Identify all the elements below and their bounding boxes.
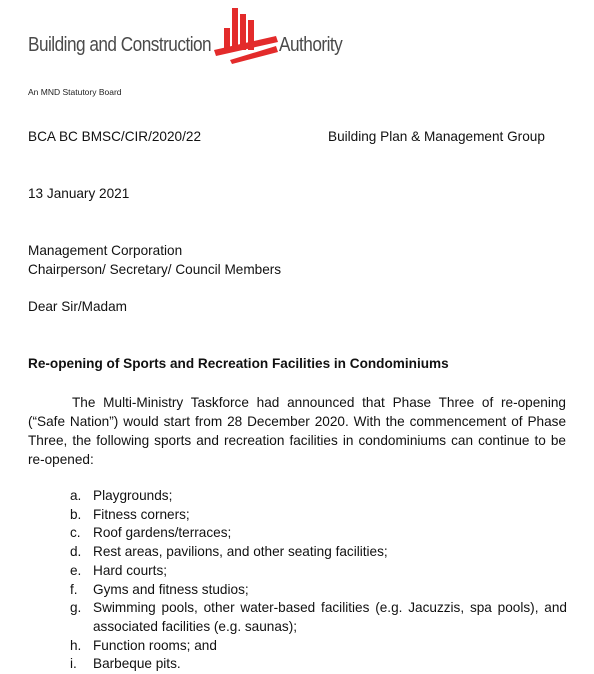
body-paragraph: The Multi-Ministry Taskforce had announced that Phase Three of re-opening (“Safe Nation”) would start from 28 December 2020. With the commencement of Phase Three, the following sports and recreation facilities in condominiums can continue to be re-opened: — [28, 395, 566, 467]
list-item — [0, 562, 594, 581]
list-marker: d. — [70, 544, 82, 560]
tagline: An MND Statutory Board — [28, 87, 122, 97]
list-item — [0, 506, 594, 525]
letterhead — [0, 0, 594, 100]
list-item — [0, 599, 594, 636]
addressee-line-2: Chairperson/ Secretary/ Council Members — [28, 262, 282, 277]
list-marker: c. — [70, 525, 81, 541]
letter-date: 13 January 2021 — [28, 186, 130, 201]
list-item-text: Roof gardens/terraces; — [93, 525, 232, 541]
addressee-line-1: Management Corporation — [28, 243, 183, 258]
bca-logo-icon — [210, 6, 280, 64]
list-item — [0, 524, 594, 543]
list-item-text: Swimming pools, other water-based facilities (e.g. Jacuzzis, spa pools), and associated facilities (e.g. saunas); — [93, 600, 567, 634]
list-marker: e. — [70, 562, 82, 578]
list-item-text: Hard courts; — [93, 562, 168, 578]
list-item — [0, 655, 594, 674]
list-marker: i. — [70, 656, 77, 672]
list-item — [0, 487, 594, 506]
list-item-text: Function rooms; and — [93, 637, 217, 653]
facilities-list — [0, 487, 594, 674]
list-item — [0, 581, 594, 600]
salutation: Dear Sir/Madam — [28, 299, 127, 314]
org-name-left: Building and Construction — [28, 34, 212, 56]
reference-number: BCA BC BMSC/CIR/2020/22 — [28, 129, 202, 144]
subject-heading: Re-opening of Sports and Recreation Facilities in Condominiums — [28, 356, 449, 371]
list-marker: b. — [70, 506, 82, 522]
list-item-text: Fitness corners; — [93, 506, 190, 522]
department-name: Building Plan & Management Group — [328, 129, 545, 144]
list-marker: g. — [70, 600, 82, 616]
list-item — [0, 637, 594, 656]
list-item — [0, 543, 594, 562]
list-item-text: Gyms and fitness studios; — [93, 581, 249, 597]
list-item-text: Playgrounds; — [93, 488, 173, 503]
list-marker: a. — [70, 488, 82, 503]
org-name-right: Authority — [279, 34, 343, 56]
list-marker: h. — [70, 637, 82, 653]
list-item-text: Barbeque pits. — [93, 656, 181, 672]
list-item-text: Rest areas, pavilions, and other seating facilities; — [93, 544, 388, 560]
list-marker: f. — [70, 581, 78, 597]
